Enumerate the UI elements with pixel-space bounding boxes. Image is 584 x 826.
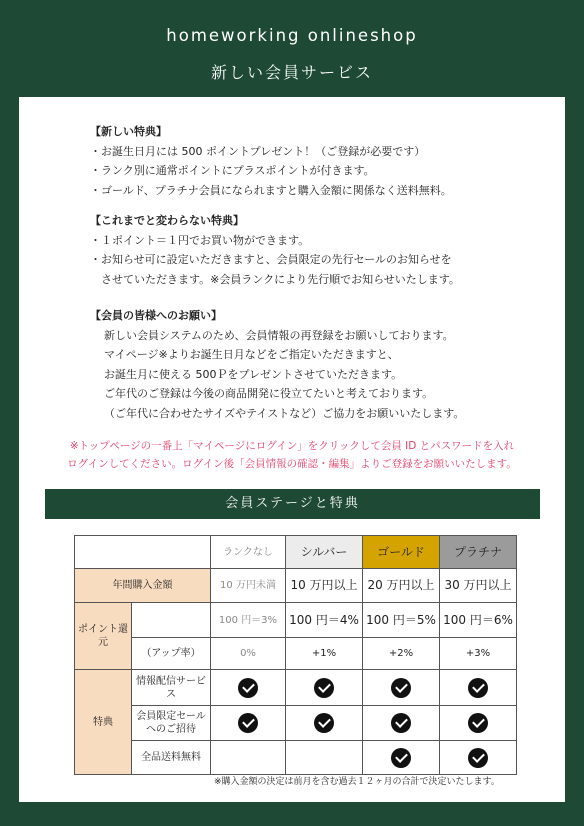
member-stage-table <box>74 535 517 775</box>
table-cell <box>363 706 440 741</box>
stage-title-bar: 会員ステージと特典 <box>45 489 540 519</box>
rank-none: ランクなし <box>211 536 286 569</box>
check-circle-icon <box>468 748 488 768</box>
table-row <box>75 670 517 706</box>
paragraph-line: （ご年代に合わせたサイズやテイストなど）ご協力をお願いいたします。 <box>104 406 465 420</box>
shop-name: homeworking onlineshop <box>166 26 418 45</box>
section-heading: 【これまでと変わらない特典】 <box>90 214 244 227</box>
check-circle-icon <box>314 713 334 733</box>
table-cell <box>363 670 440 706</box>
annual-label: 年間購入金額 <box>75 569 211 603</box>
list-item: ・ランク別に通常ポイントにプラスポイントが付きます。 <box>90 164 375 177</box>
table-cell: 10 万円以上 <box>286 569 363 603</box>
table-cell <box>440 741 517 775</box>
table-cell <box>211 670 286 706</box>
paragraph-line: お誕生月に使える 500Ｐをプレゼントさせていただきます。 <box>104 367 403 381</box>
point-label: ポイント還元 <box>75 603 132 670</box>
list-item: ・お知らせ可に設定いただきますと、会員限定の先行セールのお知らせを <box>90 253 452 266</box>
rank-silver: シルバー <box>286 536 363 569</box>
existing-benefits-section <box>90 211 460 289</box>
table-cell <box>440 706 517 741</box>
check-circle-icon <box>468 713 488 733</box>
perk-info-service: 情報配信サービス <box>132 670 211 706</box>
table-cell <box>132 603 211 638</box>
perk-sale-invite: 会員限定セールへのご招待 <box>132 706 211 741</box>
check-circle-icon <box>391 748 411 768</box>
table-cell: 0% <box>211 638 286 670</box>
list-item: ・お誕生日月には 500 ポイントプレゼント！（ご登録が必要です） <box>90 144 426 158</box>
table-cell: 100 円＝3% <box>211 603 286 638</box>
table-row <box>75 741 517 775</box>
table-cell <box>211 741 286 775</box>
table-cell: 30 万円以上 <box>440 569 517 603</box>
table-cell: 100 円＝5% <box>363 603 440 638</box>
footnote: ※購入金額の決定は前月を含む過去１２ヶ月の合計で決定いたします。 <box>214 777 500 787</box>
page-title: 新しい会員サービス <box>210 63 373 82</box>
table-cell <box>286 706 363 741</box>
section-heading: 【新しい特典】 <box>90 125 167 138</box>
list-item: させていただきます。※会員ランクにより先行順でお知らせいたします。 <box>90 272 460 286</box>
request-section <box>90 306 464 423</box>
paragraph-line: 新しい会員システムのため、会員情報の再登録をお願いしております。 <box>104 328 454 342</box>
table-cell: 100 円＝6% <box>440 603 517 638</box>
section-heading: 【会員の皆様へのお願い】 <box>90 309 222 322</box>
table-cell: 20 万円以上 <box>363 569 440 603</box>
table-row <box>75 706 517 741</box>
list-item: ・ゴールド、プラチナ会員になられますと購入金額に関係なく送料無料。 <box>90 183 452 197</box>
table-cell: +3% <box>440 638 517 670</box>
perk-free-shipping: 全品送料無料 <box>132 741 211 775</box>
table-cell <box>286 670 363 706</box>
notice-line: ログインしてください。ログイン後「会員情報の確認・編集」よりご登録をお願いいたします。 <box>67 458 517 470</box>
new-benefits-section <box>90 122 452 200</box>
table-row <box>75 603 517 638</box>
table-cell: 10 万円未満 <box>211 569 286 603</box>
perks-label: 特典 <box>75 670 132 775</box>
check-circle-icon <box>391 678 411 698</box>
check-circle-icon <box>238 678 258 698</box>
rank-platinum: プラチナ <box>440 536 517 569</box>
table-cell <box>440 670 517 706</box>
table-row <box>75 638 517 670</box>
check-circle-icon <box>238 713 258 733</box>
paragraph-line: マイページ※よりお誕生日月などをご指定いただきますと、 <box>104 348 399 361</box>
table-cell <box>286 741 363 775</box>
check-circle-icon <box>314 678 334 698</box>
table-cell <box>363 741 440 775</box>
table-cell: +1% <box>286 638 363 670</box>
notice-line: ※トップページの一番上「マイページにログイン」をクリックして会員 ID とパスワードを入れ <box>69 440 515 452</box>
check-circle-icon <box>468 678 488 698</box>
table-cell <box>211 706 286 741</box>
up-label: （アップ率） <box>132 638 211 670</box>
login-notice <box>0 437 584 473</box>
list-item: ・１ポイント＝１円でお買い物ができます。 <box>90 233 310 247</box>
table-row <box>75 536 517 569</box>
table-cell <box>75 536 211 569</box>
rank-gold: ゴールド <box>363 536 440 569</box>
table-row <box>75 569 517 603</box>
table-cell: +2% <box>363 638 440 670</box>
check-circle-icon <box>391 713 411 733</box>
paragraph-line: ご年代のご登録は今後の商品開発に役立てたいと考えております。 <box>104 387 434 400</box>
table-cell: 100 円＝4% <box>286 603 363 638</box>
